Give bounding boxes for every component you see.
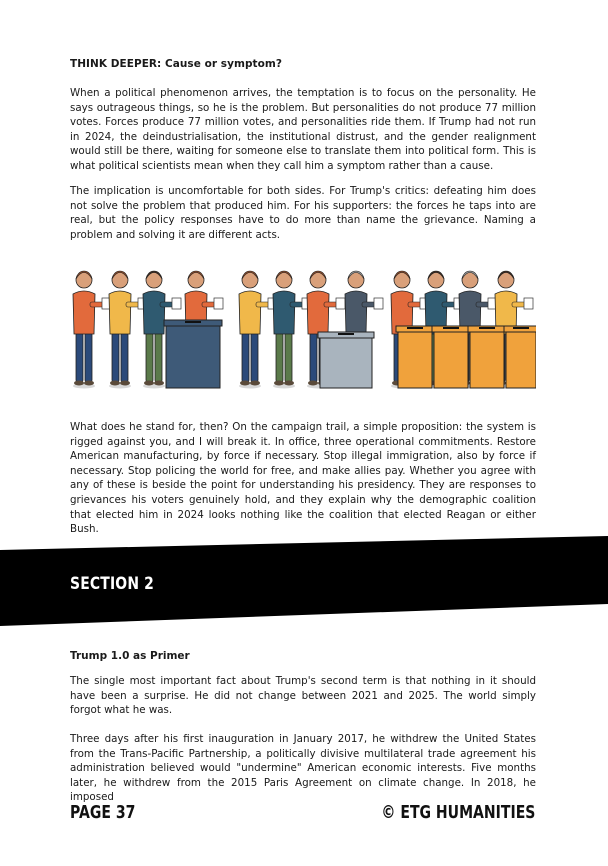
section-label: SECTION 2 [70, 574, 155, 594]
ballot-box [396, 326, 434, 388]
ballot-box [468, 326, 506, 388]
trump-primer-paragraph-1: The single most important fact about Trump's second term is that nothing in it should have been a surprise. He did not change between 2021 and 2025. The world simply forgot what he was. [70, 675, 536, 717]
body-paragraph-3: What does he stand for, then? On the campaign trail, a simple proposition: the system is rigged against you, and I will break it. In office, three operational commitments. Restore American manufacturing, by force if necessary. Stop illegal immigration, also by force if necessary. Stop policing the world for free, and make allies pay. Whether you agree with any of these is beside the point for understanding his presidency. They are responses to grievances his voters genuinely hold, and they explain why the demographic coalition that elected him in 2024 looks nothing like the coalition that elected Reagan or either Bush. [70, 421, 536, 536]
trump-primer-paragraph-2: Three days after his first inauguration in January 2017, he withdrew the United States from the Trans-Pacific Partnership, a politically divisive multilateral trade agreement his administration believed would "undermine" American economic interests. Five months later, he withdrew from the 2015 Paris Agreement on climate change. In 2018, he imposed [70, 733, 536, 804]
ballot-box [432, 326, 470, 388]
ballot-box [318, 332, 374, 388]
page-number: PAGE 37 [70, 802, 136, 823]
voter-figure [109, 271, 147, 389]
ballot-paper [374, 298, 383, 309]
voter-figure [239, 271, 277, 389]
ballot-paper [214, 298, 223, 309]
voters-queue-illustration [66, 258, 536, 394]
ballot-box [504, 326, 536, 388]
ballot-box [164, 320, 222, 388]
voter-figure [73, 271, 111, 389]
trump-primer-subheading: Trump 1.0 as Primer [70, 650, 190, 662]
think-deeper-paragraph-2: The implication is uncomfortable for both sides. For Trump's critics: defeating him does not solve the problem that produced him. For his supporters: the forces he taps into are real, but the policy responses have to do more than name the grievance. Naming a problem and solving it are different acts. [70, 185, 536, 241]
ballot-paper [524, 298, 533, 309]
publisher-label: © ETG HUMANITIES [381, 802, 535, 823]
ballot-paper [172, 298, 181, 309]
voter-figure [273, 271, 311, 389]
ballot-paper [336, 298, 345, 309]
think-deeper-paragraph-1: When a political phenomenon arrives, the temptation is to focus on the personality. He says outrageous things, so he is the problem. But personalities do not produce 77 million votes. Forces produce 77 million votes, and personalities ride them. If Trump had not run in 2024, the deindustrialisation, the institutional distrust, and the gender realignment would still be there, waiting for someone else to translate them into political form. This is what political scientists mean when they call him a symptom rather than a cause. [70, 87, 536, 172]
think-deeper-heading: THINK DEEPER: Cause or symptom? [70, 58, 283, 70]
